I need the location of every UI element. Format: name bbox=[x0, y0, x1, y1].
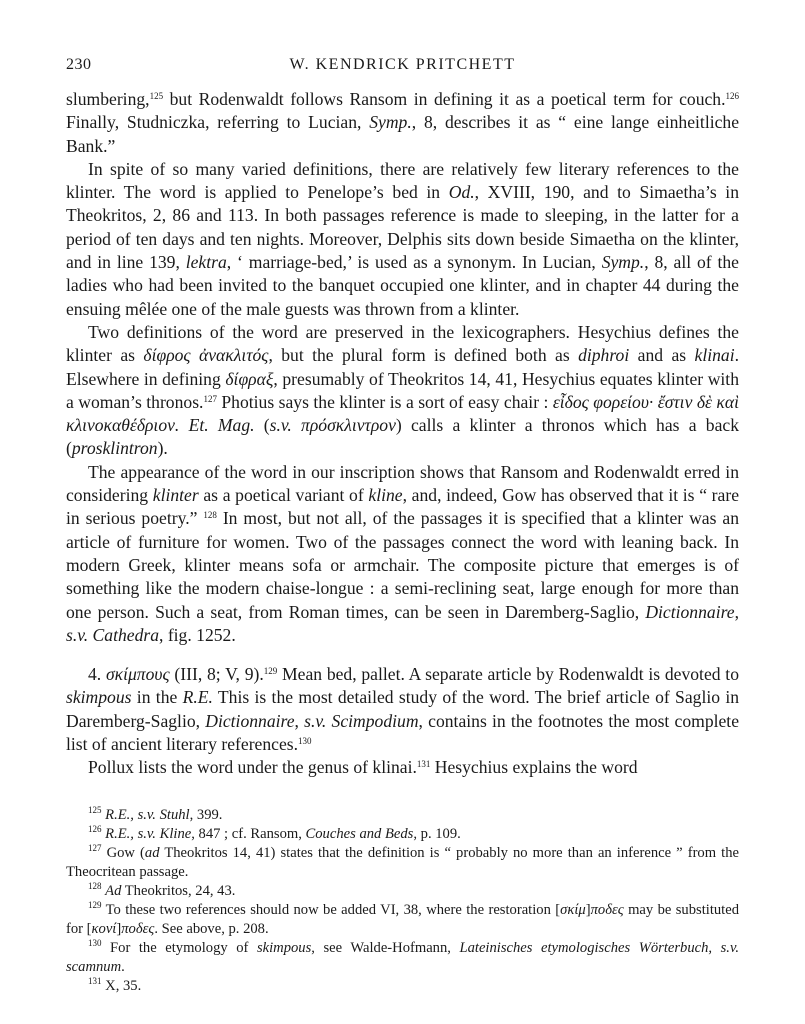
paragraph-1 bbox=[66, 88, 739, 158]
text-run: , p. 109. bbox=[413, 825, 461, 842]
italic-run: Et. Mag. bbox=[188, 415, 255, 436]
footnotes bbox=[66, 806, 739, 996]
footnote-ref: 131 bbox=[416, 759, 431, 770]
text-run: Theokritos, 24, 43. bbox=[121, 882, 236, 899]
footnote-ref: 129 bbox=[88, 899, 102, 910]
italic-run: lektra bbox=[185, 252, 227, 273]
text-run: and as bbox=[629, 345, 695, 366]
footnote-127 bbox=[66, 844, 739, 882]
text-run: Mean bed, pallet. A separate article by Rodenwaldt is devoted to bbox=[277, 664, 739, 685]
italic-run: Ad bbox=[105, 882, 122, 899]
paragraph-3 bbox=[66, 321, 739, 461]
text-run: ] bbox=[585, 901, 591, 918]
italic-run: Dictionnaire bbox=[645, 601, 735, 622]
greek-run: εἶδος φορείου· ἔστιν δὲ καὶ κλινοκαθέδριον. bbox=[66, 391, 739, 436]
text-run: slumbering, bbox=[66, 89, 150, 109]
text-run: For the etymology of bbox=[101, 939, 257, 956]
greek-run: πρόσκλιντρον bbox=[301, 415, 396, 436]
text-run: The appearance of the word in our inscription shows that Ransom and Rodenwaldt erred in considering bbox=[66, 461, 739, 506]
italic-run: s.v. Scimpodium bbox=[304, 710, 419, 731]
italic-run: diphroi bbox=[578, 345, 630, 366]
italic-run: ad bbox=[144, 844, 160, 861]
text-run: (III, 8; V, 9). bbox=[169, 664, 264, 685]
text-run: 4. bbox=[88, 664, 106, 685]
text-run bbox=[292, 415, 301, 435]
greek-run: σκίμ bbox=[560, 901, 586, 918]
footnote-ref: 126 bbox=[725, 91, 739, 101]
text-run: In spite of so many varied definitions, there are relatively few literary references to the klinter. The word is applied to Penelope’s bed in bbox=[66, 158, 739, 203]
italic-run: s.v. Cathedra bbox=[66, 624, 160, 645]
text-run: ) calls a klinter a thronos which has a back ( bbox=[66, 415, 739, 459]
text-run: , 8, all of the ladies who had been invited to the banquet occupied one klinter, and in chapter 44 during the ensuing mêlée one of the male guests was thrown from a klinter. bbox=[66, 252, 739, 319]
text-run: Theokritos 14, 41) states that the definition is “ probably no more than an inference ” from the Theocritean passage. bbox=[66, 844, 739, 880]
footnote-ref: 127 bbox=[88, 842, 102, 853]
body-text bbox=[66, 88, 739, 780]
footnote-129 bbox=[66, 901, 739, 939]
text-run: , XVIII, 190, and to Simaetha’s in Theokritos, 2, 86 and 113. In both passages reference is made to sleeping, in the latter for a period of ten days and ten nights. Moreover, Delphis sits down beside Simaetha on the klinter, and in line 139, bbox=[66, 182, 739, 273]
italic-run: Od. bbox=[448, 182, 475, 203]
text-run: In most, but not all, of the passages it is specified that a klinter was an article of furniture for women. Two of the passages connect the word with leaning back. In modern Greek, klinter means sofa or armchair. The composite picture that emerges is of something like the modern chaise-longue : a semi-reclining seat, large enough for more than one person. Such a seat, from Roman times, can be seen in Daremberg-Saglio, bbox=[66, 508, 739, 622]
footnote-125 bbox=[66, 806, 739, 825]
text-run: , bbox=[734, 601, 739, 622]
footnote-ref: 128 bbox=[203, 510, 217, 521]
text-run: ( bbox=[254, 415, 270, 436]
italic-run: R.E., s.v. Kline bbox=[105, 825, 192, 842]
paragraph-2 bbox=[66, 158, 739, 321]
text-run: To these two references should now be added VI, 38, where the restoration [ bbox=[101, 901, 561, 918]
text-run: , contains in the footnotes the most complete list of ancient literary references. bbox=[66, 710, 740, 755]
footnote-ref: 130 bbox=[298, 736, 312, 747]
greek-run: σκίμπους bbox=[105, 664, 170, 685]
footnote-ref: 131 bbox=[88, 975, 102, 986]
italic-run: s.v. bbox=[269, 415, 292, 436]
text-run: Pollux lists the word under the genus of klinai. bbox=[88, 757, 417, 778]
text-run: but Rodenwaldt follows Ransom in defining it as a poetical term for couch. bbox=[163, 89, 726, 109]
text-run: ] bbox=[116, 920, 122, 937]
paragraph-4 bbox=[66, 461, 739, 647]
text-run: , 847 ; cf. Ransom, bbox=[191, 825, 306, 842]
text-run: . Elsewhere in defining bbox=[66, 345, 739, 389]
footnote-130 bbox=[66, 939, 739, 977]
italic-run: Lateinisches etymologisches Wörterbuch, s.v. scamnum bbox=[66, 939, 739, 975]
text-run: Photius says the klinter is a sort of easy chair : bbox=[216, 391, 553, 412]
greek-run: ποδες bbox=[121, 920, 155, 937]
greek-run: ποδες bbox=[590, 901, 624, 918]
text-run: , see Walde-Hofmann, bbox=[311, 939, 460, 956]
text-run: . See above, p. 208. bbox=[154, 920, 269, 937]
text-run: , 399. bbox=[189, 806, 223, 823]
text-run: ). bbox=[157, 438, 168, 459]
italic-run: Couches and Beds bbox=[305, 825, 414, 842]
text-run: as a poetical variant of bbox=[198, 485, 369, 506]
text-run: , 8, describes it as “ eine lange einheitliche Bank.” bbox=[66, 112, 740, 156]
text-run: Hesychius explains the word bbox=[430, 757, 638, 778]
text-run: Two definitions of the word are preserved in the lexicographers. Hesychius defines the klinter as bbox=[66, 321, 739, 366]
greek-run: κονί bbox=[91, 920, 117, 937]
greek-run: δίφραξ bbox=[225, 368, 274, 389]
greek-run: δίφρος ἀνακλιτός bbox=[143, 345, 269, 366]
italic-run: skimpous bbox=[66, 687, 132, 708]
paragraph-6 bbox=[66, 756, 739, 779]
text-run: , fig. 1252. bbox=[159, 624, 236, 645]
italic-run: prosklintron bbox=[71, 438, 158, 459]
footnote-128 bbox=[66, 882, 739, 901]
paragraph-5-skimpous bbox=[66, 663, 739, 756]
footnote-ref: 129 bbox=[263, 666, 278, 677]
footnote-ref: 125 bbox=[88, 804, 102, 815]
italic-run: skimpous bbox=[256, 939, 312, 956]
footnote-ref: 125 bbox=[149, 91, 164, 101]
footnote-ref: 128 bbox=[88, 880, 102, 891]
text-run: , presumably of Theokritos 14, 41, Hesychius equates klinter with a woman’s thronos. bbox=[66, 368, 739, 412]
text-run: , but the plural form is defined both as bbox=[268, 345, 579, 366]
footnote-126 bbox=[66, 825, 739, 844]
running-head: W. KENDRICK PRITCHETT bbox=[289, 56, 516, 73]
text-run: . bbox=[121, 958, 125, 975]
footnote-131 bbox=[66, 977, 739, 996]
text-run: , and, indeed, Gow has observed that it is “ rare in serious poetry.” bbox=[66, 485, 740, 529]
footnote-ref: 130 bbox=[88, 937, 102, 948]
page-number: 230 bbox=[66, 56, 92, 73]
italic-run: Dictionnaire bbox=[205, 710, 295, 731]
text-run: in the bbox=[131, 687, 183, 708]
text-run: This is the most detailed study of the word. The brief article of Saglio in Daremberg-Saglio, bbox=[66, 687, 740, 731]
footnote-ref: 127 bbox=[203, 393, 217, 404]
italic-run: R.E., s.v. Stuhl bbox=[105, 806, 190, 823]
text-run bbox=[179, 415, 188, 435]
text-run: X, 35. bbox=[101, 977, 142, 994]
italic-run: kline bbox=[368, 485, 403, 506]
text-run: Gow ( bbox=[101, 844, 145, 861]
italic-run: klinter bbox=[152, 485, 199, 506]
italic-run: klinai bbox=[694, 345, 735, 366]
text-run: Finally, Studniczka, referring to Lucian, bbox=[66, 112, 370, 133]
text-run: , ‘ marriage-bed,’ is used as a synonym. In Lucian, bbox=[226, 252, 602, 273]
italic-run: Symp. bbox=[369, 112, 412, 133]
text-run: , bbox=[294, 710, 305, 731]
footnote-ref: 126 bbox=[88, 823, 102, 834]
page-header bbox=[66, 56, 739, 88]
italic-run: Symp. bbox=[601, 252, 645, 273]
text-run: may be substituted for [ bbox=[66, 901, 739, 937]
italic-run: R.E. bbox=[182, 687, 213, 708]
